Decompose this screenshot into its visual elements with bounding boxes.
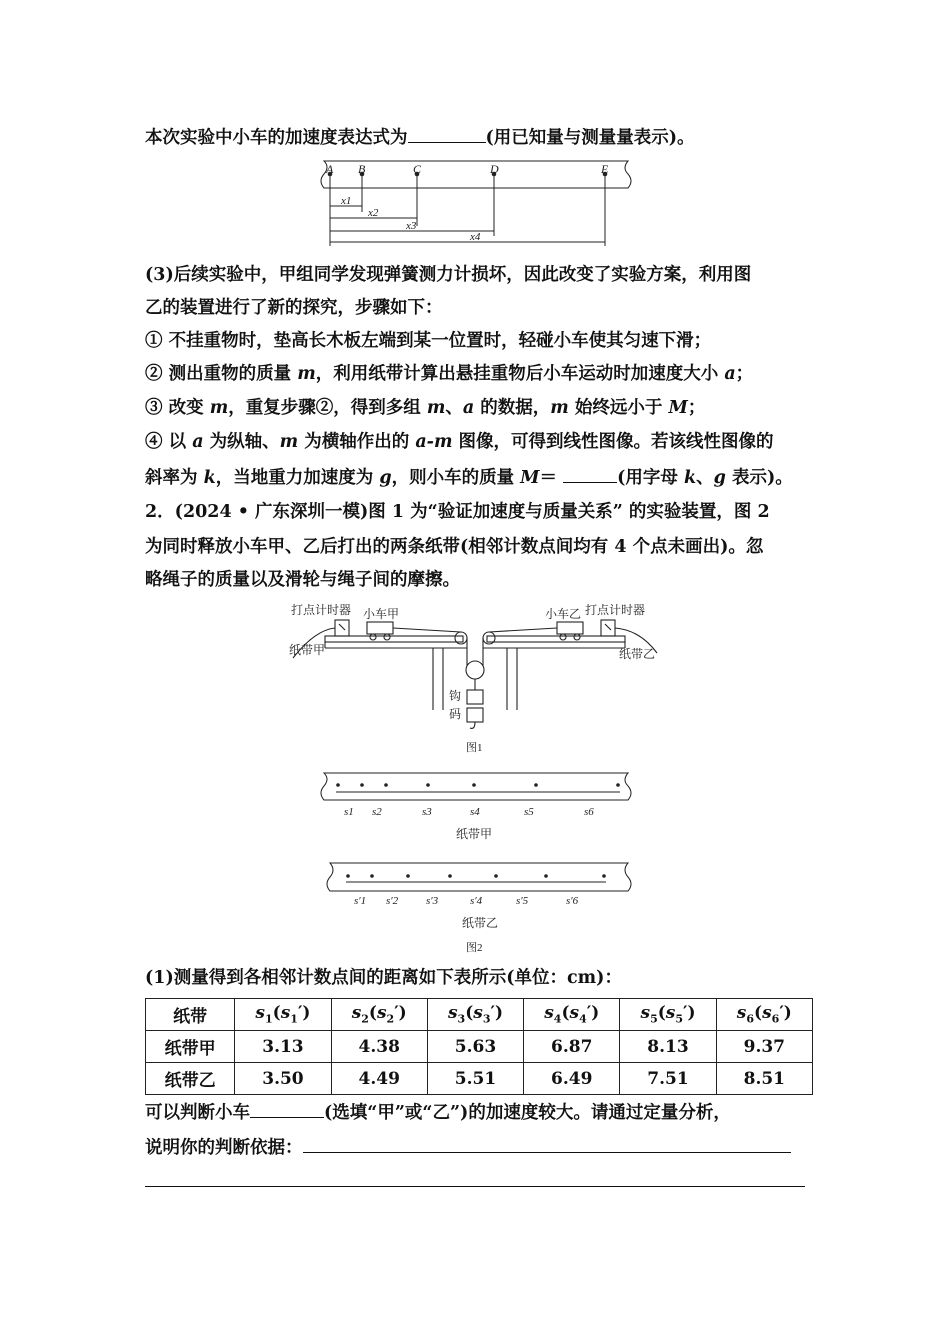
tape-b-label-2: s′2 — [386, 895, 399, 907]
part3-step-2: ② 测出重物的质量 m，利用纸带计算出悬挂重物后小车运动时加速度大小 a； — [145, 364, 754, 384]
distance-label-x1: x1 — [341, 195, 352, 207]
point-label-a: A — [326, 162, 334, 176]
table-header-s3: $s_3(s_3')$ — [427, 999, 523, 1031]
cart-label-right: 小车乙 — [545, 607, 582, 621]
table-header-s2: $s_2(s_2')$ — [331, 999, 427, 1031]
point-label-b: B — [358, 162, 366, 176]
answer-blank[interactable] — [408, 124, 486, 143]
table-header-s1: $s_1(s_1')$ — [235, 999, 331, 1031]
part3-step-3: ③ 改变 m，重复步骤②，得到多组 m、a 的数据，m 始终远小于 M； — [145, 398, 706, 418]
figure-2-caption: 图2 — [466, 942, 483, 954]
table-cell: 4.49 — [331, 1063, 427, 1095]
answer-line-reason-continued[interactable] — [145, 1186, 805, 1187]
tape-b-label-1: s′1 — [354, 895, 367, 907]
part3-step-4: ④ 以 a 为纵轴、m 为横轴作出的 a-m 图像，可得到线性图像。若该线性图像的 — [145, 432, 774, 452]
apparatus-figure-1 — [285, 598, 665, 758]
table-cell: 7.51 — [620, 1063, 716, 1095]
weight-label-1: 钩 — [449, 689, 462, 703]
answer-blank-reason[interactable] — [303, 1134, 791, 1153]
distance-label-x2: x2 — [368, 207, 379, 219]
question-2-line-3: 略绳子的质量以及滑轮与绳子间的摩擦。 — [145, 570, 460, 590]
part3-line-slope: 斜率为 k，当地重力加速度为 g，则小车的质量 M＝ (用字母 k、g 表示)。 — [145, 464, 793, 490]
table-cell: 8.13 — [620, 1031, 716, 1063]
tape-a-name: 纸带甲 — [456, 827, 493, 841]
table-cell: 9.37 — [716, 1031, 812, 1063]
tape-a-label-5: s5 — [524, 806, 534, 818]
tape-b-label-6: s′6 — [566, 895, 579, 907]
point-label-d: D — [490, 162, 499, 176]
judgement-line-1: 可以判断小车 (选填“甲”或“乙”)的加速度较大。请通过定量分析， — [145, 1099, 731, 1125]
tape-a-label-1: s1 — [344, 806, 354, 818]
question-2-line-1: 2．(2024 • 广东深圳一模)图 1 为“验证加速度与质量关系” 的实验装置，图 2 — [145, 502, 770, 522]
weight-label-2: 码 — [449, 707, 462, 721]
point-label-c: C — [413, 162, 422, 176]
part3-line-1: (3)后续实验中，甲组同学发现弹簧测力计损坏，因此改变了实验方案，利用图 — [145, 265, 752, 285]
tape-a-label-3: s3 — [422, 806, 432, 818]
table-cell: 6.49 — [524, 1063, 620, 1095]
tape-diagram-abcde — [310, 158, 640, 250]
table-row — [146, 1031, 813, 1063]
answer-blank-mass[interactable] — [563, 464, 617, 483]
table-cell: 6.87 — [524, 1031, 620, 1063]
table-cell: 3.13 — [235, 1031, 331, 1063]
table-cell: 4.38 — [331, 1031, 427, 1063]
part3-line-2: 乙的装置进行了新的探究，步骤如下： — [145, 298, 443, 318]
tape-figure-2 — [310, 770, 640, 960]
table-header-row — [146, 999, 813, 1031]
table-cell: 8.51 — [716, 1063, 812, 1095]
table-header-s4: $s_4(s_4')$ — [524, 999, 620, 1031]
tape-label-right: 纸带乙 — [619, 647, 656, 661]
table-cell: 5.63 — [427, 1031, 523, 1063]
judgement-line-2: 说明你的判断依据： — [145, 1134, 791, 1160]
answer-blank-cart[interactable] — [250, 1099, 324, 1118]
table-cell: 5.51 — [427, 1063, 523, 1095]
tape-a-label-6: s6 — [584, 806, 594, 818]
table-cell-name: 纸带乙 — [146, 1063, 235, 1095]
tape-b-label-4: s′4 — [470, 895, 483, 907]
timer-label-left: 打点计时器 — [291, 603, 352, 617]
table-cell-name: 纸带甲 — [146, 1031, 235, 1063]
table-row — [146, 1063, 813, 1095]
tape-label-left: 纸带甲 — [289, 643, 326, 657]
distance-label-x4: x4 — [470, 231, 481, 243]
question-2-line-2: 为同时释放小车甲、乙后打出的两条纸带(相邻计数点间均有 4 个点未画出)。忽 — [145, 537, 764, 557]
table-header-s5: $s_5(s_5')$ — [620, 999, 716, 1031]
table-header-s6: $s_6(s_6')$ — [716, 999, 812, 1031]
tape-a-label-4: s4 — [470, 806, 480, 818]
question-line-acceleration-expression: 本次实验中小车的加速度表达式为 (用已知量与测量量表示)。 — [145, 124, 695, 150]
tape-b-label-5: s′5 — [516, 895, 529, 907]
distance-label-x3: x3 — [406, 220, 417, 232]
timer-label-right: 打点计时器 — [585, 603, 646, 617]
question-2-part-1: (1)测量得到各相邻计数点间的距离如下表所示(单位：cm)： — [145, 968, 622, 988]
table-cell: 3.50 — [235, 1063, 331, 1095]
tape-b-label-3: s′3 — [426, 895, 439, 907]
tape-a-label-2: s2 — [372, 806, 382, 818]
cart-label-left: 小车甲 — [363, 607, 400, 621]
figure-1-caption: 图1 — [466, 742, 483, 754]
tape-b-name: 纸带乙 — [462, 916, 499, 930]
point-label-e: E — [601, 162, 609, 176]
measurement-table — [145, 998, 813, 1095]
part3-step-1: ① 不挂重物时，垫高长木板左端到某一位置时，轻碰小车使其匀速下滑； — [145, 331, 712, 351]
table-header-tape: 纸带 — [146, 999, 235, 1031]
